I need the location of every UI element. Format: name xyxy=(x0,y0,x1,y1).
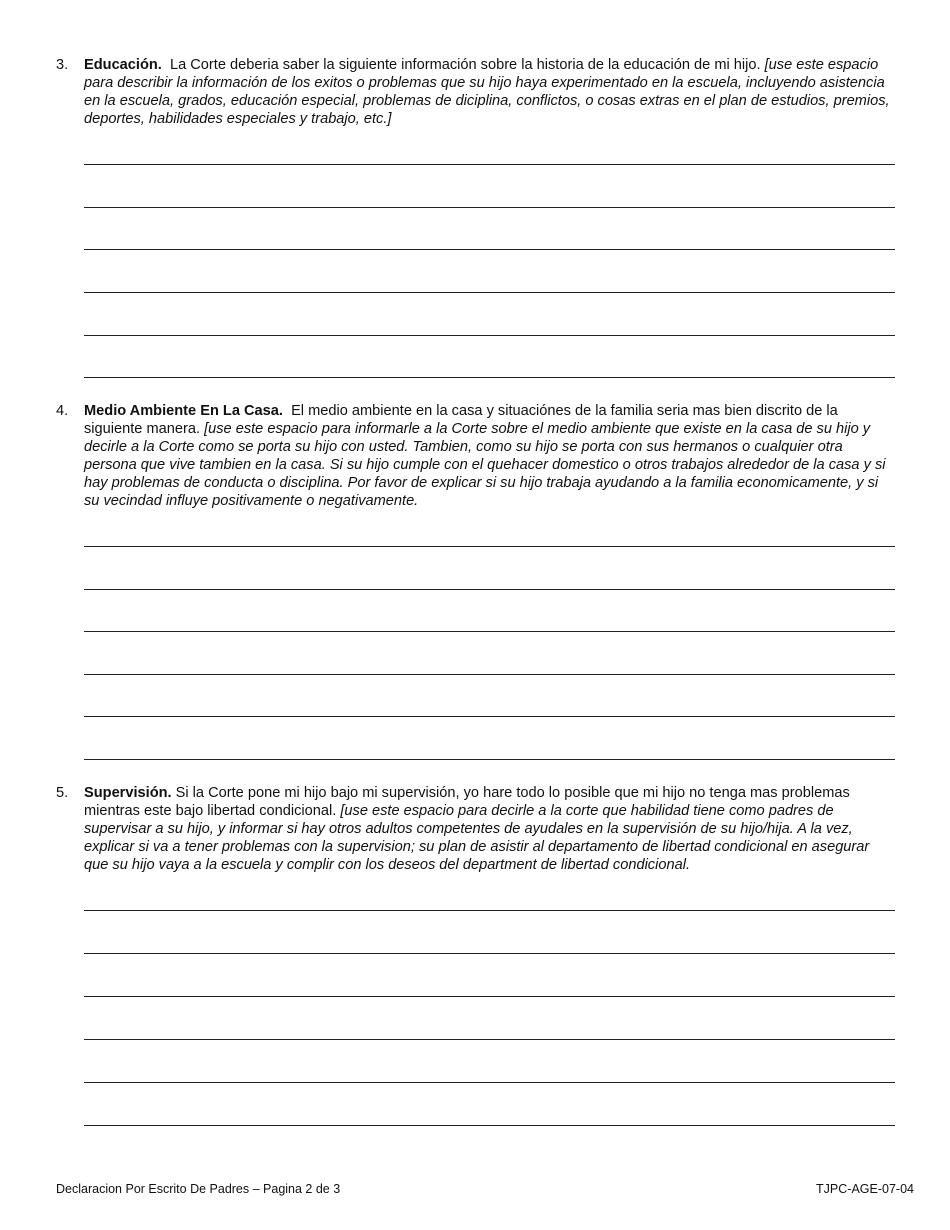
answer-line[interactable] xyxy=(84,335,895,336)
answer-line[interactable] xyxy=(84,953,895,954)
section-title: Supervisión. xyxy=(84,785,172,801)
answer-line[interactable] xyxy=(84,1082,895,1083)
answer-line[interactable] xyxy=(84,716,895,717)
answer-line[interactable] xyxy=(84,377,895,378)
section-number: 5. xyxy=(56,785,69,801)
answer-line[interactable] xyxy=(84,1125,895,1126)
section-instructions: [use este espacio para describir la información de los exitos o problemas que su hijo haya experimentado en la escuela, incluyendo asistencia en la escuela, grados, educación especial, problemas de diciplina, conflictos, o cosas extras en el plan de estudios, premios, deportes, habilidades especiales y trabajo, etc.] xyxy=(84,57,890,127)
section-instructions: [use este espacio para informarle a la Corte sobre el medio ambiente que existe en la casa de su hijo y decirle a la Corte como se porta su hijo con usted. Tambien, como su hijo se porta con sus hermanos o cualquier otra persona que vive tambien en la casa. Si su hijo cumple con el quehacer domestico o otros trabajos alrededor de la casa y si hay problemas de conducta o disciplina. Por favor de explicar si su hijo trabaja ayudando a la familia economicamente, y si su vecindad influye positivamente o negativamente. xyxy=(84,421,886,509)
section-intro: El medio ambiente en la casa y situaciónes de la familia seria mas bien discrito de la siguiente manera. xyxy=(84,403,838,437)
answer-line[interactable] xyxy=(84,910,895,911)
answer-line[interactable] xyxy=(84,674,895,675)
section-number: 3. xyxy=(56,57,69,73)
section-intro: La Corte deberia saber la siguiente información sobre la historia de la educación de mi hijo. xyxy=(169,57,761,73)
section-number: 4. xyxy=(56,403,69,419)
section-instructions: [use este espacio para decirle a la corte que habilidad tiene como padres de supervisar a su hijo, y informar si hay otros adultos competentes de ayudales en la supervisión de su hijo/hija. A la vez, explicar si va a tener problemas con la supervision; su plan de asistir al departamento de libertad condicional en asegurar que su hijo vaya a la escuela y complir con los deseos del department de libertad condicional. xyxy=(84,803,870,873)
answer-line[interactable] xyxy=(84,164,895,165)
section-text xyxy=(84,402,896,510)
answer-line[interactable] xyxy=(84,292,895,293)
answer-line[interactable] xyxy=(84,207,895,208)
footer-page-label: Declaracion Por Escrito De Padres – Pagina 2 de 3 xyxy=(56,1182,341,1196)
answer-line[interactable] xyxy=(84,249,895,250)
answer-line[interactable] xyxy=(84,589,895,590)
footer-form-code: TJPC-AGE-07-04 xyxy=(816,1182,914,1196)
answer-line[interactable] xyxy=(84,996,895,997)
section-title: Educación. xyxy=(84,57,162,73)
section-text xyxy=(84,784,896,874)
answer-line[interactable] xyxy=(84,631,895,632)
answer-line[interactable] xyxy=(84,759,895,760)
section-title: Medio Ambiente En La Casa. xyxy=(84,403,283,419)
section-intro: Si la Corte pone mi hijo bajo mi supervisión, yo hare todo lo posible que mi hijo no tenga mas problemas mientras este bajo libertad condicional. xyxy=(84,785,850,819)
answer-line[interactable] xyxy=(84,546,895,547)
answer-line[interactable] xyxy=(84,1039,895,1040)
section-text xyxy=(84,56,896,128)
